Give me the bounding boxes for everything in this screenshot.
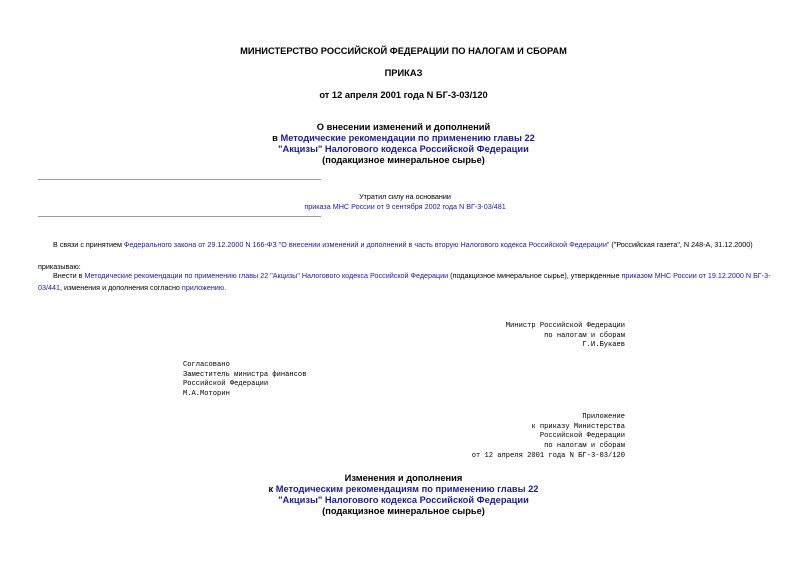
- signature-line-3: Г.И.Букаев: [582, 341, 625, 350]
- federal-law-link[interactable]: Федерального закона от 29.12.2000 N 166-ФЗ "О внесении изменений и дополнений в часть вторую Налогового кодекса Российской Федерации": [123, 240, 610, 249]
- recommendations-link[interactable]: Методические рекомендации по применению главы 22 "Акцизы" Налогового кодекса Российской Федерации: [84, 271, 449, 280]
- order-word: приказываю:: [38, 262, 81, 271]
- order-prefix: Внести в: [53, 271, 85, 280]
- appendix-link[interactable]: приложению: [181, 283, 225, 292]
- order-end: .: [224, 283, 227, 292]
- subject-prefix: в: [272, 133, 281, 143]
- ministry-title: МИНИСТЕРСТВО РОССИЙСКОЙ ФЕДЕРАЦИИ ПО НАЛОГАМ И СБОРАМ: [240, 46, 567, 56]
- agreed-line-2: Заместитель министра финансов: [183, 370, 307, 379]
- doc-type: ПРИКАЗ: [384, 68, 423, 78]
- appendix-line-2: к приказу Министерства: [531, 422, 625, 431]
- changes-heading-line-1: Изменения и дополнения: [344, 473, 463, 483]
- order-mid: (подакцизное минеральное сырье), утвержденные: [448, 271, 622, 280]
- order-mid2: , изменения и дополнения согласно: [59, 283, 182, 292]
- appendix-reference-block: [472, 413, 625, 462]
- appendix-line-3: Российской Федерации: [539, 432, 625, 441]
- divider-bottom: [38, 216, 321, 217]
- signature-line-2: по налогам и сборам: [544, 331, 625, 340]
- changes-prefix: к: [268, 484, 276, 494]
- preamble-suffix: ("Российская газета", N 248-А, 31.12.2000): [609, 240, 753, 249]
- subject-line-3: [0, 144, 807, 154]
- signature-line-1: Министр Российской Федерации: [505, 322, 625, 330]
- changes-heading-line-2: [0, 484, 807, 494]
- preamble-paragraph: [38, 239, 776, 251]
- subject-line-1: О внесении изменений и дополнений: [316, 122, 491, 132]
- order-paragraph: [38, 270, 776, 294]
- methodical-recommendations-link[interactable]: Методические рекомендации по применению главы 22: [280, 133, 535, 143]
- divider-top: [38, 179, 321, 180]
- agreed-line-3: Российской Федерации: [183, 380, 269, 389]
- appendix-line-4: по налогам и сборам: [544, 442, 625, 451]
- agreed-block: [183, 361, 306, 400]
- subject-line-2: [0, 133, 807, 143]
- signature-block: [506, 322, 625, 351]
- agreed-line-4: М.А.Моторин: [183, 390, 230, 399]
- subject-line-4: (подакцизное минеральное сырье): [322, 155, 485, 165]
- methodical-recommendations-link-cont[interactable]: "Акцизы" Налогового кодекса Российской Федерации: [278, 144, 529, 154]
- preamble-prefix: В связи с принятием: [53, 240, 124, 249]
- status-note-text: Утратил силу на основании: [359, 192, 451, 201]
- changes-heading-line-4: (подакцизное минеральное сырье): [322, 506, 485, 516]
- order-441-link[interactable]: приказом МНС России от 19.12.2000 N БГ-3-03/441: [38, 271, 771, 292]
- agreed-line-1: Согласовано: [183, 361, 230, 369]
- appendix-line-5: от 12 апреля 2001 года N БГ-3-03/120: [471, 451, 625, 460]
- changes-heading-line-3: [0, 495, 807, 505]
- appendix-line-1: Приложение: [582, 413, 625, 421]
- repeal-order-link[interactable]: приказа МНС России от 9 сентября 2002 года N ВГ-3-03/481: [304, 202, 506, 211]
- status-note-line: [260, 202, 550, 211]
- changes-recommendations-link-cont[interactable]: "Акцизы" Налогового кодекса Российской Федерации: [278, 495, 529, 505]
- doc-date-number: от 12 апреля 2001 года N БГ-3-03/120: [319, 90, 488, 100]
- changes-recommendations-link[interactable]: Методическим рекомендациям по применению главы 22: [275, 484, 539, 494]
